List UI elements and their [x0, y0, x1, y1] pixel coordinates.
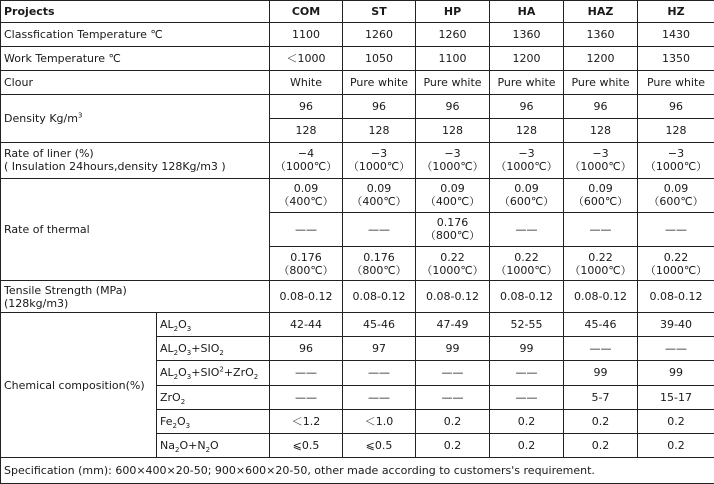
fe2o3-label	[157, 409, 270, 433]
value-cell: 99	[416, 337, 490, 361]
cell-value: 0.22	[440, 250, 465, 264]
value-cell	[490, 178, 564, 212]
classification-temperature-row	[1, 23, 714, 47]
density-label-text: Density Kg/m	[4, 111, 78, 125]
value-cell: Pure white	[490, 71, 564, 95]
value-cell	[638, 178, 714, 212]
work-temperature-label: Work Temperature ℃	[1, 47, 270, 71]
grade-header-haz: HAZ	[564, 1, 638, 23]
formula-part: O	[210, 438, 219, 452]
value-cell: 5-7	[564, 385, 638, 409]
cell-value: 0.22	[663, 250, 689, 264]
formula-sub: 2	[173, 373, 179, 382]
cell-condition: （600℃）	[498, 195, 555, 209]
chemical-composition-label: Chemical composition(%)	[1, 313, 157, 458]
value-cell: 128	[416, 119, 490, 142]
value-cell: ——	[490, 385, 564, 409]
colour-label: Clour	[1, 71, 270, 95]
chemical-al2o3-row	[1, 313, 714, 337]
formula-sub: 2	[253, 373, 259, 382]
value-cell: ——	[343, 385, 416, 409]
rate-of-liner-label-line2: ( Insulation 24hours,density 128Kg/m3 )	[4, 160, 226, 174]
value-cell: 96	[416, 95, 490, 119]
density-row	[1, 95, 714, 119]
rate-of-liner-row	[1, 142, 714, 178]
value-cell: 0.08-0.12	[343, 281, 416, 313]
value-cell	[343, 246, 416, 280]
rate-of-liner-label-line1: Rate of liner (%)	[4, 147, 94, 161]
value-cell: 128	[343, 119, 416, 142]
value-cell: 47-49	[416, 313, 490, 337]
value-cell: 45-46	[564, 313, 638, 337]
formula-sub: 2	[180, 397, 186, 406]
value-cell: 99	[490, 337, 564, 361]
al2o3-sio2-label	[157, 337, 270, 361]
value-cell	[490, 246, 564, 280]
density-label-sup: 3	[77, 111, 83, 120]
tensile-strength-row	[1, 281, 714, 313]
value-cell: ＜1.2	[270, 409, 343, 433]
value-cell: ——	[416, 361, 490, 385]
projects-header: Projects	[1, 1, 270, 23]
cell-value: −3	[370, 147, 388, 161]
classification-temperature-label: Classfication Temperature ℃	[1, 23, 270, 47]
value-cell: 128	[564, 119, 638, 142]
value-cell: 42-44	[270, 313, 343, 337]
value-cell: ——	[270, 361, 343, 385]
cell-condition: （1000℃）	[347, 160, 411, 174]
formula-part: O	[178, 342, 187, 356]
value-cell: Pure white	[564, 71, 638, 95]
cell-condition: （1000℃）	[569, 263, 632, 277]
value-cell: 96	[638, 95, 714, 119]
formula-part: Fe	[160, 414, 173, 428]
tensile-strength-label	[1, 281, 270, 313]
value-cell: White	[270, 71, 343, 95]
value-cell: 96	[270, 95, 343, 119]
header-row	[1, 1, 714, 23]
formula-sub: 3	[186, 373, 192, 382]
value-cell: ——	[270, 212, 343, 246]
value-cell: 96	[343, 95, 416, 119]
value-cell: ——	[638, 212, 714, 246]
formula-sub: 3	[185, 421, 191, 430]
value-cell: 1100	[416, 47, 490, 71]
cell-condition: （400℃）	[424, 195, 481, 209]
cell-value: 0.09	[514, 182, 539, 196]
value-cell: 39-40	[638, 313, 714, 337]
rate-of-liner-label	[1, 142, 270, 178]
value-cell: ——	[270, 385, 343, 409]
cell-value: 0.09	[663, 182, 689, 196]
al2o3-label	[157, 313, 270, 337]
value-cell	[343, 178, 416, 212]
value-cell: 0.2	[416, 409, 490, 433]
cell-condition: （400℃）	[278, 195, 334, 209]
cell-condition: （600℃）	[572, 195, 629, 209]
cell-value: 0.09	[588, 182, 613, 196]
tensile-strength-label-line1: Tensile Strength (MPa)	[4, 283, 127, 297]
value-cell	[416, 212, 490, 246]
value-cell: 1200	[564, 47, 638, 71]
cell-value: −3	[592, 147, 609, 161]
value-cell: 1050	[343, 47, 416, 71]
value-cell: Pure white	[638, 71, 714, 95]
value-cell: ——	[343, 212, 416, 246]
formula-part: O+N	[179, 438, 206, 452]
value-cell: 52-55	[490, 313, 564, 337]
tensile-strength-label-line2: (128kg/m3)	[4, 296, 69, 310]
formula-part: ZrO	[160, 390, 181, 404]
value-cell	[416, 178, 490, 212]
grade-header-hp: HP	[416, 1, 490, 23]
value-cell: 0.08-0.12	[490, 281, 564, 313]
formula-part: +SIO	[191, 366, 220, 380]
value-cell: 99	[638, 361, 714, 385]
value-cell: Pure white	[416, 71, 490, 95]
value-cell: 0.2	[416, 433, 490, 457]
formula-part: AL	[160, 342, 174, 356]
cell-condition: （1000℃）	[644, 160, 708, 174]
cell-value: −4	[297, 147, 315, 161]
value-cell: 0.08-0.12	[638, 281, 714, 313]
cell-condition: （1000℃）	[274, 160, 338, 174]
value-cell: ⩽0.5	[343, 433, 416, 457]
work-temperature-row	[1, 47, 714, 71]
value-cell	[270, 246, 343, 280]
cell-value: −3	[518, 147, 535, 161]
value-cell: 0.08-0.12	[270, 281, 343, 313]
formula-sub: 2	[219, 349, 224, 358]
cell-condition: （1000℃）	[421, 263, 484, 277]
formula-part: O	[178, 318, 187, 332]
value-cell: 1360	[490, 23, 564, 47]
value-cell: 1430	[638, 23, 714, 47]
cell-value: 0.22	[514, 250, 539, 264]
formula-part: Na	[160, 438, 175, 452]
value-cell: 96	[564, 95, 638, 119]
value-cell	[343, 142, 416, 178]
formula-sub: 2	[174, 445, 180, 454]
formula-sub: 2	[173, 325, 179, 334]
value-cell: 1260	[416, 23, 490, 47]
rate-of-thermal-row	[1, 178, 714, 212]
cell-value: 0.09	[366, 182, 392, 196]
value-cell: 1360	[564, 23, 638, 47]
cell-condition: （1000℃）	[644, 263, 708, 277]
formula-part: O	[178, 366, 187, 380]
value-cell: 1350	[638, 47, 714, 71]
value-cell	[564, 142, 638, 178]
cell-condition: （800℃）	[351, 263, 407, 277]
value-cell: ——	[638, 337, 714, 361]
value-cell	[564, 178, 638, 212]
value-cell: 128	[638, 119, 714, 142]
formula-sub: 2	[173, 349, 179, 358]
value-cell: ——	[490, 212, 564, 246]
value-cell: 128	[270, 119, 343, 142]
value-cell	[270, 178, 343, 212]
value-cell: ——	[490, 361, 564, 385]
value-cell: 0.2	[564, 409, 638, 433]
value-cell: ＜1.0	[343, 409, 416, 433]
zro2-label	[157, 385, 270, 409]
cell-value: −3	[667, 147, 685, 161]
cell-value: 0.176	[436, 216, 469, 230]
grade-header-st: ST	[343, 1, 416, 23]
formula-sub: 2	[205, 445, 211, 454]
formula-part: AL	[160, 318, 174, 332]
value-cell: 128	[490, 119, 564, 142]
formula-part: AL	[160, 366, 174, 380]
grade-header-ha: HA	[490, 1, 564, 23]
cell-condition: （600℃）	[648, 195, 704, 209]
cell-value: −3	[444, 147, 461, 161]
formula-part: +SIO	[191, 342, 220, 356]
value-cell: ＜1000	[270, 47, 343, 71]
value-cell: 99	[564, 361, 638, 385]
al2o3-sio2-zro2-label	[157, 361, 270, 385]
cell-value: 0.22	[588, 250, 613, 264]
cell-value: 0.09	[440, 182, 465, 196]
value-cell: 1100	[270, 23, 343, 47]
rate-of-thermal-label: Rate of thermal	[1, 178, 270, 280]
value-cell: 0.08-0.12	[564, 281, 638, 313]
cell-condition: （800℃）	[278, 263, 334, 277]
cell-value: 0.176	[363, 250, 395, 264]
density-label	[1, 95, 270, 142]
cell-value: 0.176	[290, 250, 322, 264]
grade-header-com: COM	[270, 1, 343, 23]
grade-header-hz: HZ	[638, 1, 714, 23]
cell-condition: （1000℃）	[495, 263, 558, 277]
value-cell: 0.2	[490, 409, 564, 433]
value-cell	[416, 142, 490, 178]
specification-note: Specification (mm): 600×400×20-50; 900×600×20-50, other made according to customers's requirement.	[1, 457, 714, 483]
value-cell: 0.08-0.12	[416, 281, 490, 313]
value-cell: 1200	[490, 47, 564, 71]
formula-sup: 2	[219, 365, 224, 374]
formula-sub: 3	[186, 325, 192, 334]
formula-part: O	[176, 414, 186, 428]
value-cell: ——	[564, 337, 638, 361]
colour-row	[1, 71, 714, 95]
na2o-n2o-label	[157, 433, 270, 457]
value-cell: 1260	[343, 23, 416, 47]
value-cell: 15-17	[638, 385, 714, 409]
value-cell	[270, 142, 343, 178]
value-cell: ——	[564, 212, 638, 246]
value-cell: 0.2	[564, 433, 638, 457]
value-cell: 96	[490, 95, 564, 119]
cell-condition: （1000℃）	[569, 160, 632, 174]
value-cell: 0.2	[490, 433, 564, 457]
formula-sub: 3	[186, 349, 192, 358]
value-cell: Pure white	[343, 71, 416, 95]
value-cell	[638, 246, 714, 280]
value-cell	[564, 246, 638, 280]
value-cell: 45-46	[343, 313, 416, 337]
cell-value: 0.09	[293, 182, 319, 196]
cell-condition: （800℃）	[424, 229, 481, 243]
value-cell: 0.2	[638, 433, 714, 457]
cell-condition: （400℃）	[351, 195, 407, 209]
cell-condition: （1000℃）	[495, 160, 558, 174]
value-cell: ——	[416, 385, 490, 409]
value-cell: 97	[343, 337, 416, 361]
formula-part: +ZrO	[223, 366, 254, 380]
value-cell: ⩽0.5	[270, 433, 343, 457]
value-cell: 96	[270, 337, 343, 361]
value-cell	[638, 142, 714, 178]
formula-sub: 2	[172, 421, 177, 430]
cell-condition: （1000℃）	[421, 160, 484, 174]
specification-row	[1, 457, 714, 483]
value-cell	[490, 142, 564, 178]
value-cell: 0.2	[638, 409, 714, 433]
value-cell: ——	[343, 361, 416, 385]
value-cell	[416, 246, 490, 280]
